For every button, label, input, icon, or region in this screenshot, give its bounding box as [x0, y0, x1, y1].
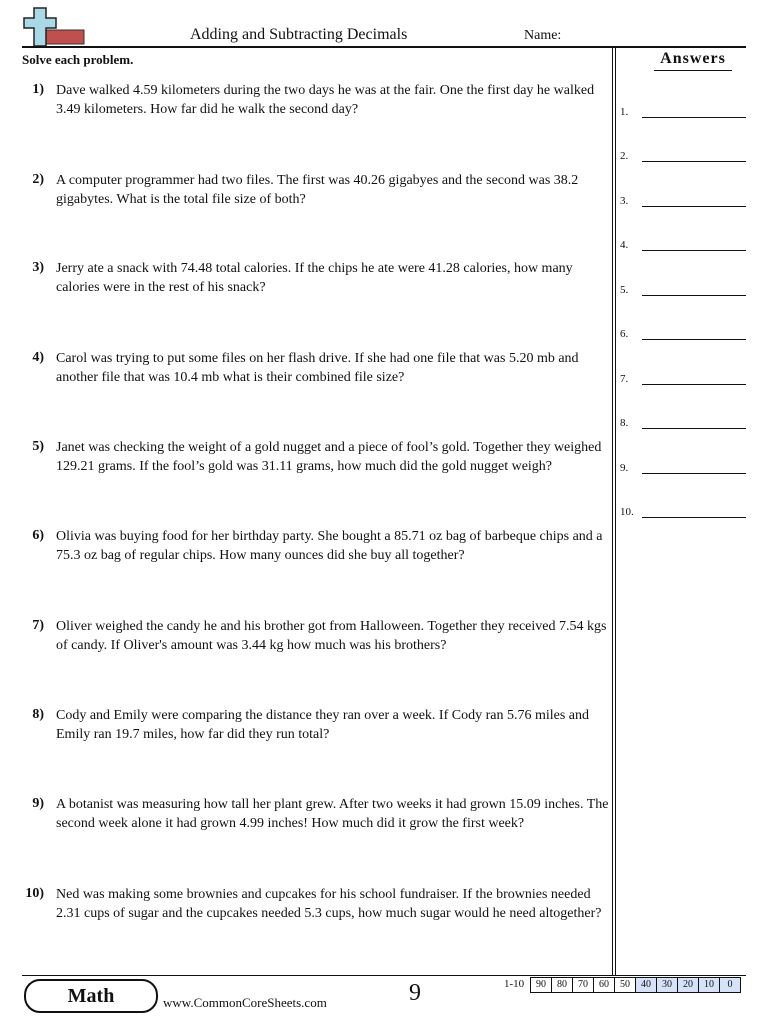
problem-text: A botanist was measuring how tall her plant grew. After two weeks it had grown 15.09 inches. The second week alone it had grown 4.99 inches! How much did it grow the first week? — [56, 797, 609, 831]
score-cell: 80 — [551, 977, 573, 993]
answer-label: 3. — [620, 195, 629, 207]
answer-label: 9. — [620, 462, 629, 474]
score-table — [531, 977, 741, 993]
answer-blank-1[interactable] — [620, 104, 746, 118]
answer-line — [642, 517, 746, 518]
problem-number: 10) — [25, 886, 44, 901]
answers-header-underline — [654, 70, 732, 71]
answer-label: 4. — [620, 239, 629, 251]
answer-blank-4[interactable] — [620, 237, 746, 251]
problem-number: 6) — [32, 528, 44, 543]
score-cell: 70 — [572, 977, 594, 993]
score-cell: 0 — [719, 977, 741, 993]
answer-blank-8[interactable] — [620, 415, 746, 429]
answer-blank-10[interactable] — [620, 504, 746, 518]
problem-text: Oliver weighed the candy he and his brother got from Halloween. Together they received 7.54 kgs of candy. If Oliver's amount was 3.44 kg how much was his brothers? — [56, 619, 607, 653]
answer-line — [642, 250, 746, 251]
score-cell: 90 — [530, 977, 552, 993]
subject-badge: Math — [24, 979, 158, 1013]
score-range-label: 1-10 — [504, 978, 525, 990]
page-number: 9 — [409, 980, 421, 1006]
score-cell: 60 — [593, 977, 615, 993]
footer-rule — [22, 975, 746, 976]
score-cell: 10 — [698, 977, 720, 993]
answer-line — [642, 473, 746, 474]
plus-logo-icon — [22, 6, 86, 50]
answers-header: Answers — [660, 50, 726, 67]
problem-number: 2) — [32, 172, 44, 187]
answer-label: 6. — [620, 328, 629, 340]
problem-number: 7) — [32, 618, 44, 633]
answer-line — [642, 161, 746, 162]
score-cell: 50 — [614, 977, 636, 993]
problem-number: 5) — [32, 439, 44, 454]
instructions: Solve each problem. — [22, 52, 134, 67]
answer-label: 8. — [620, 417, 629, 429]
problem-number: 9) — [32, 796, 44, 811]
answer-blank-3[interactable] — [620, 193, 746, 207]
problem-text: Cody and Emily were comparing the distance they ran over a week. If Cody ran 5.76 miles and Emily ran 19.7 miles, how far did they run total? — [56, 708, 590, 742]
problem-text: Janet was checking the weight of a gold nugget and a piece of fool’s gold. Together they weighed 129.21 grams. If the fool’s gold was 31.11 grams, how much did the gold nugget weigh? — [56, 440, 602, 474]
answer-line — [642, 339, 746, 340]
column-divider — [612, 47, 613, 975]
problem-number: 3) — [32, 260, 44, 275]
problem-text: A computer programmer had two files. The first was 40.26 gigabyes and the second was 38.2 gigabytes. What is the total file size of both? — [56, 173, 579, 207]
header-rule — [22, 46, 746, 48]
problem-text: Dave walked 4.59 kilometers during the two days he was at the fair. One the first day he walked 3.49 kilometers. How far did he walk the second day? — [56, 83, 595, 117]
worksheet-title: Adding and Subtracting Decimals — [190, 26, 408, 43]
answer-blank-7[interactable] — [620, 371, 746, 385]
answer-blank-6[interactable] — [620, 326, 746, 340]
footer-url: www.CommonCoreSheets.com — [163, 995, 327, 1010]
answer-line — [642, 206, 746, 207]
answer-label: 10. — [620, 506, 634, 518]
answer-line — [642, 117, 746, 118]
problem-number: 4) — [32, 350, 44, 365]
score-cell: 20 — [677, 977, 699, 993]
problem-text: Carol was trying to put some files on her flash drive. If she had one file that was 5.20 mb and another file that was 10.4 mb what is their combined file size? — [56, 351, 579, 385]
answer-blank-2[interactable] — [620, 148, 746, 162]
answer-blank-5[interactable] — [620, 282, 746, 296]
score-cell: 40 — [635, 977, 657, 993]
column-divider — [615, 47, 616, 975]
problem-text: Ned was making some brownies and cupcakes for his school fundraiser. If the brownies needed 2.31 cups of sugar and the cupcakes needed 5.3 cups, how much sugar would he need altogether? — [56, 887, 602, 921]
answer-line — [642, 384, 746, 385]
answer-label: 1. — [620, 106, 629, 118]
answer-label: 2. — [620, 150, 629, 162]
answer-label: 7. — [620, 373, 629, 385]
answer-line — [642, 428, 746, 429]
problem-text: Olivia was buying food for her birthday party. She bought a 85.71 oz bag of barbeque chips and a 75.3 oz bag of regular chips. How many ounces did she buy all together? — [56, 529, 603, 563]
answer-blank-9[interactable] — [620, 460, 746, 474]
answer-line — [642, 295, 746, 296]
name-label: Name: — [524, 28, 562, 43]
problem-text: Jerry ate a snack with 74.48 total calories. If the chips he ate were 41.28 calories, how many calories were in the rest of his snack? — [56, 261, 573, 295]
answer-label: 5. — [620, 284, 629, 296]
score-cell: 30 — [656, 977, 678, 993]
problem-number: 8) — [32, 707, 44, 722]
problem-number: 1) — [32, 82, 44, 97]
